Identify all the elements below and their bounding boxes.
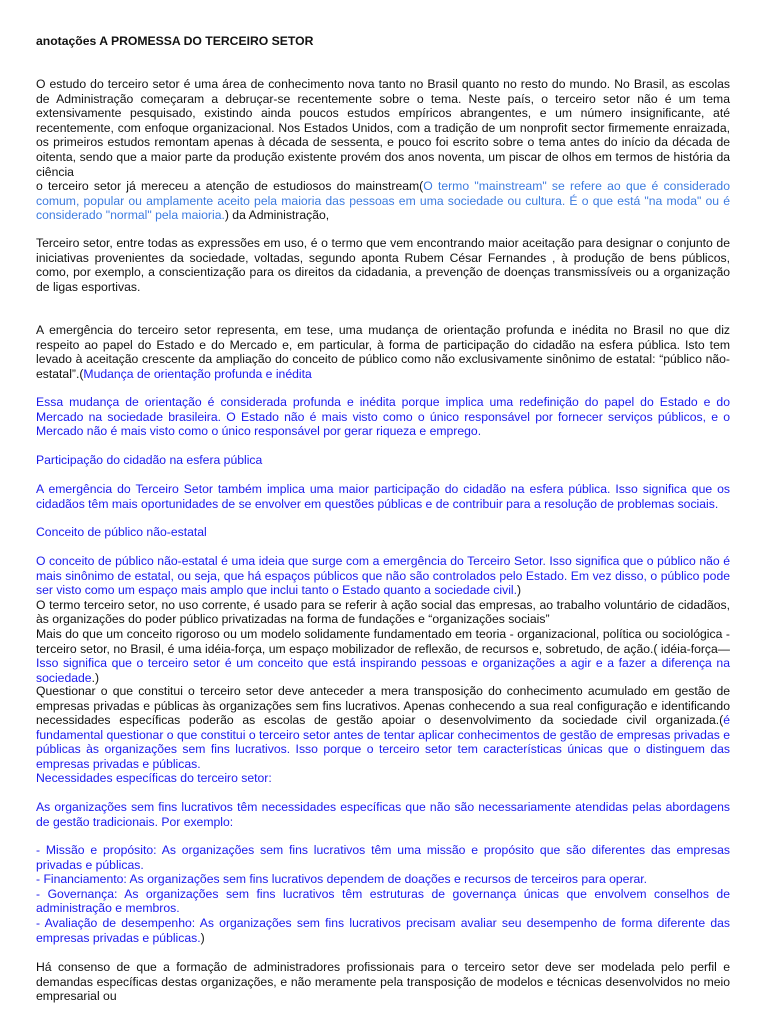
paragraph-idea-force-end: .) xyxy=(91,670,100,685)
annotation-heading-participation: Participação do cidadão na esfera pública xyxy=(36,453,263,467)
annotation-needs-intro: As organizações sem fins lucrativos têm necessidades específicas que não são necessariamente atendidas pelas abordagens de gestão tradicionais. Por exemplo: xyxy=(36,800,730,829)
annotation-public-concept-text: O conceito de público não-estatal é uma ideia que surge com a emergência do Terceiro Setor. Isso significa que o público não é mais sinônimo de estatal, ou seja, que há espaços públicos que não são controlados pelo Estado. Em vez disso, o público pode ser visto como um espaço mais amplo que inclui tanto o Estado quanto a sociedade civil. xyxy=(36,554,730,598)
paragraph-definition: Terceiro setor, entre todas as expressões em uso, é o termo que vem encontrando maior aceitação para designar o conjunto de iniciativas provenientes da sociedade, voltadas, segundo aponta Rubem César Fernandes , à produção de bens públicos, como, por exemplo, a conscientização para os direitos da cidadania, a prevenção de doenças transmissíveis ou a organização de ligas esportivas. xyxy=(36,236,730,294)
paragraph-mainstream xyxy=(36,179,730,223)
document-title: anotações A PROMESSA DO TERCEIRO SETOR xyxy=(36,34,314,48)
list-item-financing: - Financiamento: As organizações sem fins lucrativos dependem de doações e recursos de terceiros para operar. xyxy=(36,872,648,887)
annotation-heading-needs: Necessidades específicas do terceiro setor: xyxy=(36,771,272,785)
list-close-paren: ) xyxy=(200,930,205,945)
paragraph-mainstream-end: ) da Administração, xyxy=(224,208,330,223)
paragraph-consensus: Há consenso de que a formação de administradores profissionais para o terceiro setor deve ser modelada pelo perfil e demandas específicas destas organizações, e não meramente pela transposição de modelos e técnicas desenvolvidos no meio empresarial ou xyxy=(36,960,730,1004)
paragraph-group-concept xyxy=(36,554,730,685)
annotation-change-explanation: Essa mudança de orientação é considerada profunda e inédita porque implica uma redefinição do papel do Estado e do Mercado na sociedade brasileira. O Estado não é mais visto como o único responsável por fornecer serviços públicos, e o Mercado não é mais visto como o único responsável por gerar riqueza e emprego. xyxy=(36,395,730,439)
paragraph-mainstream-text: o terceiro setor já mereceu a atenção de estudiosos do mainstream( xyxy=(36,179,424,193)
annotation-heading-change: Mudança de orientação profunda e inédita xyxy=(83,366,312,381)
paragraph-emergence-text: A emergência do terceiro setor representa, em tese, uma mudança de orientação profunda e inédita no Brasil no que diz respeito ao papel do Estado e do Mercado e, em particular, à forma de participação do cidadão na esfera pública. Isto tem levado à aceitação crescente da ampliação do conceito de público como não exclusivamente sinônimo de estatal: “público não-estatal”.( xyxy=(36,323,730,381)
annotation-close-paren: ) xyxy=(517,583,522,598)
annotation-heading-public-concept: Conceito de público não-estatal xyxy=(36,525,207,539)
paragraph-questioning xyxy=(36,684,730,772)
annotation-participation-explanation: A emergência do Terceiro Setor também implica uma maior participação do cidadão na esfera pública. Isso significa que os cidadãos têm mais oportunidades de se envolver em questões públicas e de contribuir para a resolução de problemas sociais. xyxy=(36,482,730,511)
paragraph-intro: O estudo do terceiro setor é uma área de conhecimento nova tanto no Brasil quanto no resto do mundo. No Brasil, as escolas de Administração começaram a debruçar-se recentemente sobre o tema. Neste país, o terceiro setor não é um tema extensivamente pesquisado, existindo ainda poucos estudos empíricos abrangentes, e um número insignificante, até recentemente, com enfoque organizacional. Nos Estados Unidos, com a tradição de um nonprofit sector firmemente enraizada, os primeiros estudos remontam apenas à década de sessenta, e pouco foi escrito sobre o tema antes do início da década de oitenta, sendo que a maior parte da produção existente provém dos anos noventa, um piscar de olhos em termos de história da ciência xyxy=(36,77,730,179)
list-item-evaluation xyxy=(36,916,730,945)
annotation-needs-list xyxy=(36,843,730,945)
paragraph-idea-force-text: Mais do que um conceito rigoroso ou um modelo solidamente fundamentado em teoria - organizacional, política ou sociológica - terceiro setor, no Brasil, é uma idéia-força, um espaço mobilizador de reflexão, de recursos e, sobretudo, de ação.( idéia-força— xyxy=(36,626,730,656)
annotation-public-concept xyxy=(36,554,730,598)
annotation-idea-force: Isso significa que o terceiro setor é um conceito que está inspirando pessoas e organizações a agir e a fazer a diferença na sociedade xyxy=(36,656,730,685)
paragraph-idea-force xyxy=(36,627,730,685)
annotation-questioning: é fundamental questionar o que constitui o terceiro setor antes de tentar aplicar conhecimentos de gestão de empresas privadas e públicas às organizações sem fins lucrativos. Isso porque o terceiro setor tem características únicas que o distinguem das empresas privadas e públicas. xyxy=(36,713,730,771)
list-item-governance: - Governança: As organizações sem fins lucrativos têm estruturas de governança únicas que envolvem conselhos de administração e membros. xyxy=(36,886,730,916)
paragraph-emergence xyxy=(36,323,730,381)
paragraph-current-usage: O termo terceiro setor, no uso corrente, é usado para se referir à ação social das empresas, ao trabalho voluntário de cidadãos, às organizações do poder público privatizadas na forma de fundações e “organizações sociais” xyxy=(36,597,730,627)
list-item-mission: - Missão e propósito: As organizações sem fins lucrativos têm uma missão e propósito que são diferentes das empresas privadas e públicas. xyxy=(36,843,730,872)
list-item-evaluation-text: - Avaliação de desempenho: As organizações sem fins lucrativos precisam avaliar seu desempenho de forma diferente das empresas privadas e públicas. xyxy=(36,915,730,945)
annotation-mainstream: O termo "mainstream" se refere ao que é considerado comum, popular ou amplamente aceito pela maioria das pessoas em uma sociedade ou cultura. É o que está "na moda" ou é considerado "normal" pela maioria. xyxy=(36,179,730,223)
paragraph-questioning-text: Questionar o que constitui o terceiro setor deve anteceder a mera transposição do conhecimento acumulado em gestão de empresas privadas e públicas às organizações sem fins lucrativos. Apenas conhecendo a sua real configuração e identificando necessidades específicas poderão as escolas de gestão apoiar o desenvolvimento da sociedade civil organizada.( xyxy=(36,684,730,728)
